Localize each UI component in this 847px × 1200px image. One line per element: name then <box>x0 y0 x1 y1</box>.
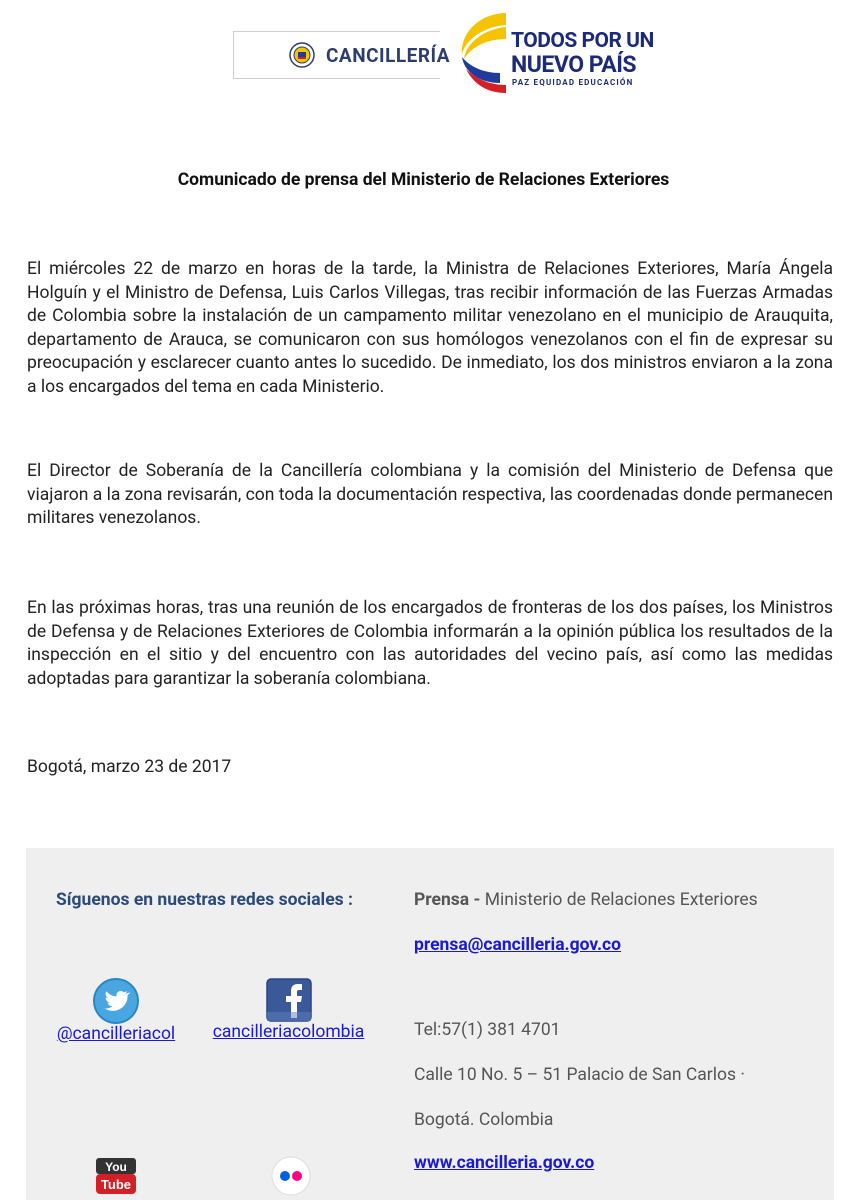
press-label: Prensa - <box>414 890 481 910</box>
tpun-line1: TODOS POR UN <box>511 29 654 53</box>
website-link[interactable]: www.cancilleria.gov.co <box>414 1153 595 1173</box>
press-contact-line <box>414 890 758 910</box>
address-line-1: Calle 10 No. 5 – 51 Palacio de San Carlos · <box>414 1065 745 1085</box>
twitter-link-block[interactable] <box>51 978 181 1044</box>
press-email-line <box>414 935 621 955</box>
tpun-line2: NUEVO PAÍS <box>511 51 637 78</box>
paragraph-1: El miércoles 22 de marzo en horas de la tarde, la Ministra de Relaciones Exteriores, María Ángela Holguín y el Ministro de Defensa, Luis Carlos Villegas, tras recibir información de las Fuerzas Armadas de Colombia sobre la instalación de un campamento militar venezolano en el municipio de Arauquita, departamento de Arauca, se comunicaron con sus homólogos venezolanos con el fin de expresar su preocupación y esclarecer cuanto antes lo sucedido. De inmediato, los dos ministros enviaron a la zona a los encargados del tema en cada Ministerio. <box>27 259 833 397</box>
youtube-icon[interactable] <box>94 1156 138 1196</box>
coat-of-arms-icon <box>289 42 315 68</box>
address-line-2: Bogotá. Colombia <box>414 1110 554 1130</box>
cancilleria-logo-text: CANCILLERÍA <box>326 44 450 67</box>
youtube-icon-text-1: You <box>105 1160 127 1174</box>
facebook-link-block[interactable] <box>201 978 376 1042</box>
cancilleria-logo <box>233 31 450 79</box>
youtube-icon-text-2: Tube <box>100 1177 132 1192</box>
facebook-icon[interactable] <box>266 978 312 1022</box>
todos-por-un-nuevo-pais-logo <box>454 7 654 97</box>
youtube-link-block[interactable] <box>91 1156 141 1196</box>
letterhead <box>0 0 847 110</box>
tpun-tagline: PAZ EQUIDAD EDUCACIÓN <box>512 78 634 87</box>
page-title: Comunicado de prensa del Ministerio de Relaciones Exteriores <box>177 170 670 190</box>
facebook-handle-link[interactable]: cancilleriacolombia <box>212 1022 365 1042</box>
paragraph-3: En las próximas horas, tras una reunión de los encargados de fronteras de los dos países, los Ministros de Defensa y de Relaciones Exteriores de Colombia informarán a la opinión pública los resultados de la inspección en el sitio y del encuentro con las autoridades del vecino país, así como las medidas adoptadas para garantizar la soberanía colombiana. <box>27 598 833 689</box>
paragraph-2: El Director de Soberanía de la Cancillería colombiana y la comisión del Ministerio de Defensa que viajaron a la zona revisarán, con toda la documentación respectiva, las coordenadas donde permanecen militares venezolanos. <box>27 461 833 528</box>
document-date: Bogotá, marzo 23 de 2017 <box>27 757 232 777</box>
twitter-handle-link[interactable]: @cancilleriacol <box>56 1024 176 1044</box>
press-email-link[interactable]: prensa@cancilleria.gov.co <box>414 935 622 955</box>
follow-us-label: Síguenos en nuestras redes sociales : <box>56 890 353 910</box>
twitter-icon[interactable] <box>91 978 141 1024</box>
flickr-link-block[interactable] <box>266 1156 316 1196</box>
footer <box>26 848 834 1200</box>
press-org: Ministerio de Relaciones Exteriores <box>480 890 758 910</box>
phone-number: Tel:57(1) 381 4701 <box>414 1020 561 1040</box>
tricolor-swirl-icon <box>454 7 514 97</box>
flickr-icon[interactable] <box>271 1156 311 1196</box>
website-line <box>414 1153 594 1173</box>
